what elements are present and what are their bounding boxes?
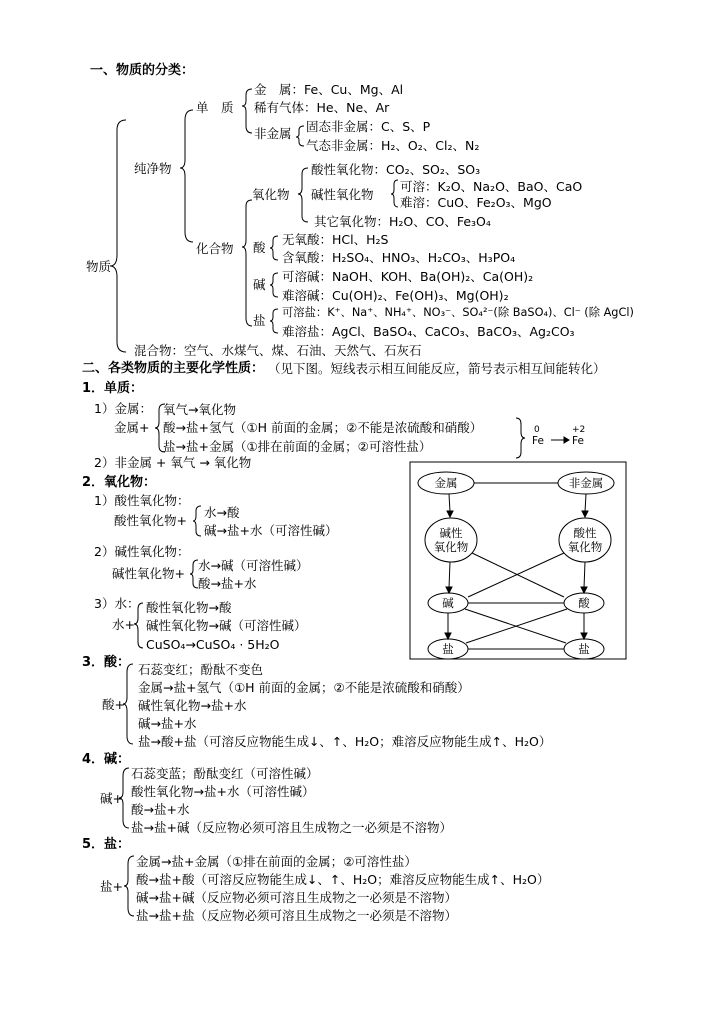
s2-acid-oxide-head: 1）酸性氧化物： (94, 493, 190, 508)
cls-salt: 盐 (253, 313, 266, 328)
diagram-node-metal: 金属 (434, 476, 458, 490)
s5-title: 5．盐： (82, 837, 131, 852)
cls-acid-oxy: 含氧酸：H₂SO₄、HNO₃、H₂CO₃、H₃PO₄ (282, 250, 516, 265)
diagram-node-basic-oxide-line2: 氧化物 (433, 540, 469, 554)
s1-metal-r1: 氧气→氧化物 (163, 402, 236, 417)
cls-acid-anoxic: 无氧酸：HCl、H₂S (282, 232, 389, 247)
s1-metal-r2: 酸→盐+氢气（①H 前面的金属；②不能是浓硫酸和硝酸） (163, 420, 483, 435)
relation-diagram-lines (410, 462, 626, 659)
fe-left: Fe (532, 435, 544, 447)
s1-nonmetal: 2）非金属 + 氧气 → 氧化物 (94, 455, 252, 470)
cls-compound: 化合物 (196, 241, 234, 256)
s1-metal-head: 1）金属： (94, 401, 152, 416)
s1-metal-r3: 盐→盐+金属（①排在前面的金属；②可溶性盐） (163, 439, 432, 454)
cls-pure: 纯净物 (134, 161, 172, 176)
cls-salt-insoluble: 难溶盐：AgCl、BaSO₄、CaCO₃、BaCO₃、Ag₂CO₃ (282, 324, 575, 339)
s3-r1: 石蕊变红；酚酞不变色 (138, 662, 264, 677)
cls-element: 单 质 (196, 100, 234, 115)
cls-base-soluble: 可溶碱：NaOH、KOH、Ba(OH)₂、Ca(OH)₂ (282, 269, 534, 284)
s3-r3: 碱性氧化物→盐+水 (138, 698, 247, 713)
diagram-node-acid-oxide-line1: 酸性 (573, 526, 597, 540)
fe-ox-0: 0 (534, 425, 540, 435)
s2-water-head: 3）水： (94, 596, 140, 611)
diagram-node-acid-oxide-line2: 氧化物 (567, 540, 603, 554)
cls-salt-soluble: 可溶盐：K⁺、Na⁺、NH₄⁺、NO₃⁻、SO₄²⁻(除 BaSO₄)、Cl⁻ (除 AgCl) (282, 306, 634, 319)
cls-basic-oxide-soluble: 可溶：K₂O、Na₂O、BaO、CaO (400, 179, 583, 194)
s4-label: 碱+ (100, 791, 123, 806)
cls-gas-nonmetal: 气态非金属：H₂、O₂、Cl₂、N₂ (306, 138, 480, 153)
cls-metal: 金 属：Fe、Cu、Mg、Al (254, 82, 404, 97)
s3-r2: 金属→盐+氢气（①H 前面的金属；②不能是浓硫酸和硝酸） (138, 680, 470, 695)
cls-base-insoluble: 难溶碱：Cu(OH)₂、Fe(OH)₃、Mg(OH)₂ (282, 288, 509, 303)
s3-r4: 碱→盐+水 (138, 716, 197, 731)
s4-r1: 石蕊变蓝；酚酞变红（可溶性碱） (131, 766, 319, 781)
s2-acid-oxide-r1: 水→酸 (204, 505, 240, 520)
s2-acid-oxide-label: 酸性氧化物+ (114, 513, 187, 528)
s4-r4: 盐→盐+碱（反应物必须可溶且生成物之一必须是不溶物） (131, 820, 452, 835)
s4-title: 4．碱： (82, 752, 131, 767)
cls-acid: 酸 (253, 240, 266, 255)
s1-metal-label: 金属+ (114, 420, 150, 435)
s3-r5: 盐→酸+盐（可溶反应物能生成↓、↑、H₂O；难溶反应物能生成↑、H₂O） (138, 734, 552, 749)
s2-water-r3: CuSO₄→CuSO₄ · 5H₂O (146, 637, 280, 652)
cls-basic-oxide-insoluble: 难溶：CuO、Fe₂O₃、MgO (400, 195, 552, 210)
s5-r1: 金属→盐+金属（①排在前面的金属；②可溶性盐） (136, 854, 417, 869)
section-2-heading: 二、各类物质的主要化学性质： (82, 361, 265, 376)
cls-base: 碱 (253, 277, 266, 292)
fe-right: Fe (572, 435, 584, 447)
fe-ox-2: +2 (572, 425, 586, 435)
s1-title: 1．单质： (82, 381, 144, 396)
s3-label: 酸+ (102, 697, 125, 712)
s4-r3: 酸→盐+水 (131, 802, 190, 817)
s2-water-r1: 酸性氧化物→酸 (146, 600, 232, 615)
diagram-node-base: 碱 (442, 596, 454, 610)
cls-nonmetal: 非金属 (254, 126, 292, 141)
s2-basic-oxide-head: 2）碱性氧化物： (94, 544, 190, 559)
cls-mixture: 混合物：空气、水煤气、煤、石油、天然气、石灰石 (134, 343, 422, 358)
cls-root: 物质 (86, 259, 112, 274)
s2-water-label: 水+ (112, 617, 135, 632)
diagram-node-salt-right: 盐 (578, 642, 590, 656)
diagram-node-acid: 酸 (578, 596, 590, 610)
cls-basic-oxide: 碱性氧化物 (311, 187, 374, 202)
diagram-node-nonmetal: 非金属 (568, 476, 604, 490)
cls-other-oxide: 其它氧化物：H₂O、CO、Fe₃O₄ (314, 214, 491, 229)
s4-r2: 酸性氧化物→盐+水（可溶性碱） (131, 784, 315, 799)
s2-basic-oxide-r2: 酸→盐+水 (198, 576, 257, 591)
s3-title: 3．酸： (82, 655, 131, 670)
s2-title: 2．氧化物： (82, 475, 157, 490)
diagram-node-salt-left: 盐 (442, 642, 454, 656)
s5-r4: 盐→盐+盐（反应物必须可溶且生成物之一必须是不溶物） (136, 908, 457, 923)
cls-acid-oxide: 酸性氧化物：CO₂、SO₂、SO₃ (311, 162, 481, 177)
section-1-heading: 一、物质的分类： (90, 63, 195, 78)
s5-r2: 酸→盐+酸（可溶反应物能生成↓、↑、H₂O；难溶反应物能生成↑、H₂O） (136, 872, 550, 887)
cls-solid-nonmetal: 固态非金属：C、S、P (306, 119, 431, 134)
cls-oxide: 氧化物 (252, 187, 290, 202)
cls-noble: 稀有气体：He、Ne、Ar (254, 100, 390, 115)
section-2-note: （见下图。短线表示相互间能反应，箭号表示相互间能转化） (268, 361, 606, 376)
s2-acid-oxide-r2: 碱→盐+水（可溶性碱） (204, 523, 338, 538)
s2-water-r2: 碱性氧化物→碱（可溶性碱） (146, 618, 307, 633)
s2-basic-oxide-label: 碱性氧化物+ (112, 566, 185, 581)
s5-label: 盐+ (100, 879, 123, 894)
s5-r3: 碱→盐+碱（反应物必须可溶且生成物之一必须是不溶物） (136, 890, 457, 905)
diagram-node-basic-oxide-line1: 碱性 (439, 526, 463, 540)
s2-basic-oxide-r1: 水→碱（可溶性碱） (198, 558, 309, 573)
